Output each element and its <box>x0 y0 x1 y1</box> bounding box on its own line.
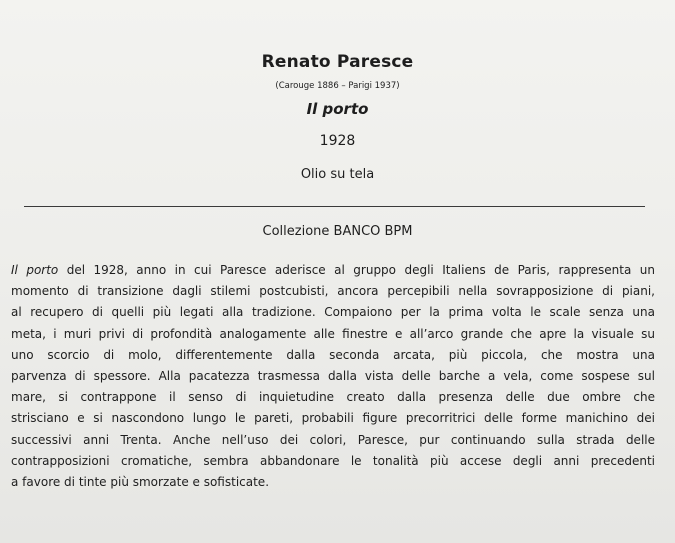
collection-name: Collezione BANCO BPM <box>262 224 413 239</box>
artist-name: Renato Paresce <box>261 52 414 72</box>
description-line <box>11 387 655 408</box>
artwork-year: 1928 <box>319 133 356 149</box>
description-line <box>11 408 655 429</box>
description-italic-title: Il porto <box>11 263 59 277</box>
divider-line <box>24 206 645 207</box>
description-line-text: a favore di tinte più smorzate e sofisticate. <box>11 474 270 489</box>
description-line-text: del 1928, anno in cui Paresce aderisce al gruppo degli Italiens de Paris, rappresenta un <box>58 263 655 277</box>
description-line-text: mare, si contrappone il senso di inquietudine creato dalla presenza delle due ombre che <box>11 390 655 405</box>
description-text <box>11 260 655 493</box>
description-line-text: al recupero di quelli più legati alla tradizione. Compaiono per la prima volta le scale senza una <box>11 305 655 320</box>
description-line-text: momento di transizione dagli stilemi postcubisti, ancora percepibili nella sovrapposizione di piani, <box>11 284 655 299</box>
description-line <box>11 324 655 345</box>
artwork-medium: Olio su tela <box>300 167 375 182</box>
description-line <box>11 451 655 472</box>
description-line-text: contrapposizioni cromatiche, sembra abbandonare le tonalità più accese degli anni precedenti <box>11 453 655 468</box>
description-line-text: uno scorcio di molo, differentemente dalla seconda arcata, più piccola, che mostra una <box>11 347 655 362</box>
description-line <box>11 472 655 493</box>
description-line-text: meta, i muri privi di profondità analogamente alle finestre e all’arco grande che apre la visuale su <box>11 326 655 341</box>
description-line <box>11 430 655 451</box>
description-line-text: strisciano e si nascondono lungo le pareti, probabili figure precorritrici delle forme manichino dei <box>11 411 655 426</box>
description-line-text: parvenza di spessore. Alla pacatezza trasmessa dalla vista delle barche a vela, come sospese sul <box>11 368 655 383</box>
description-line-text: successivi anni Trenta. Anche nell’uso dei colori, Paresce, pur continuando sulla strada delle <box>11 432 655 447</box>
description-line <box>11 281 655 302</box>
artist-dates: (Carouge 1886 – Parigi 1937) <box>275 81 400 91</box>
description-line <box>11 366 655 387</box>
description-line <box>11 260 655 281</box>
description-line <box>11 302 655 323</box>
description-line <box>11 345 655 366</box>
artwork-title: Il porto <box>306 100 369 118</box>
